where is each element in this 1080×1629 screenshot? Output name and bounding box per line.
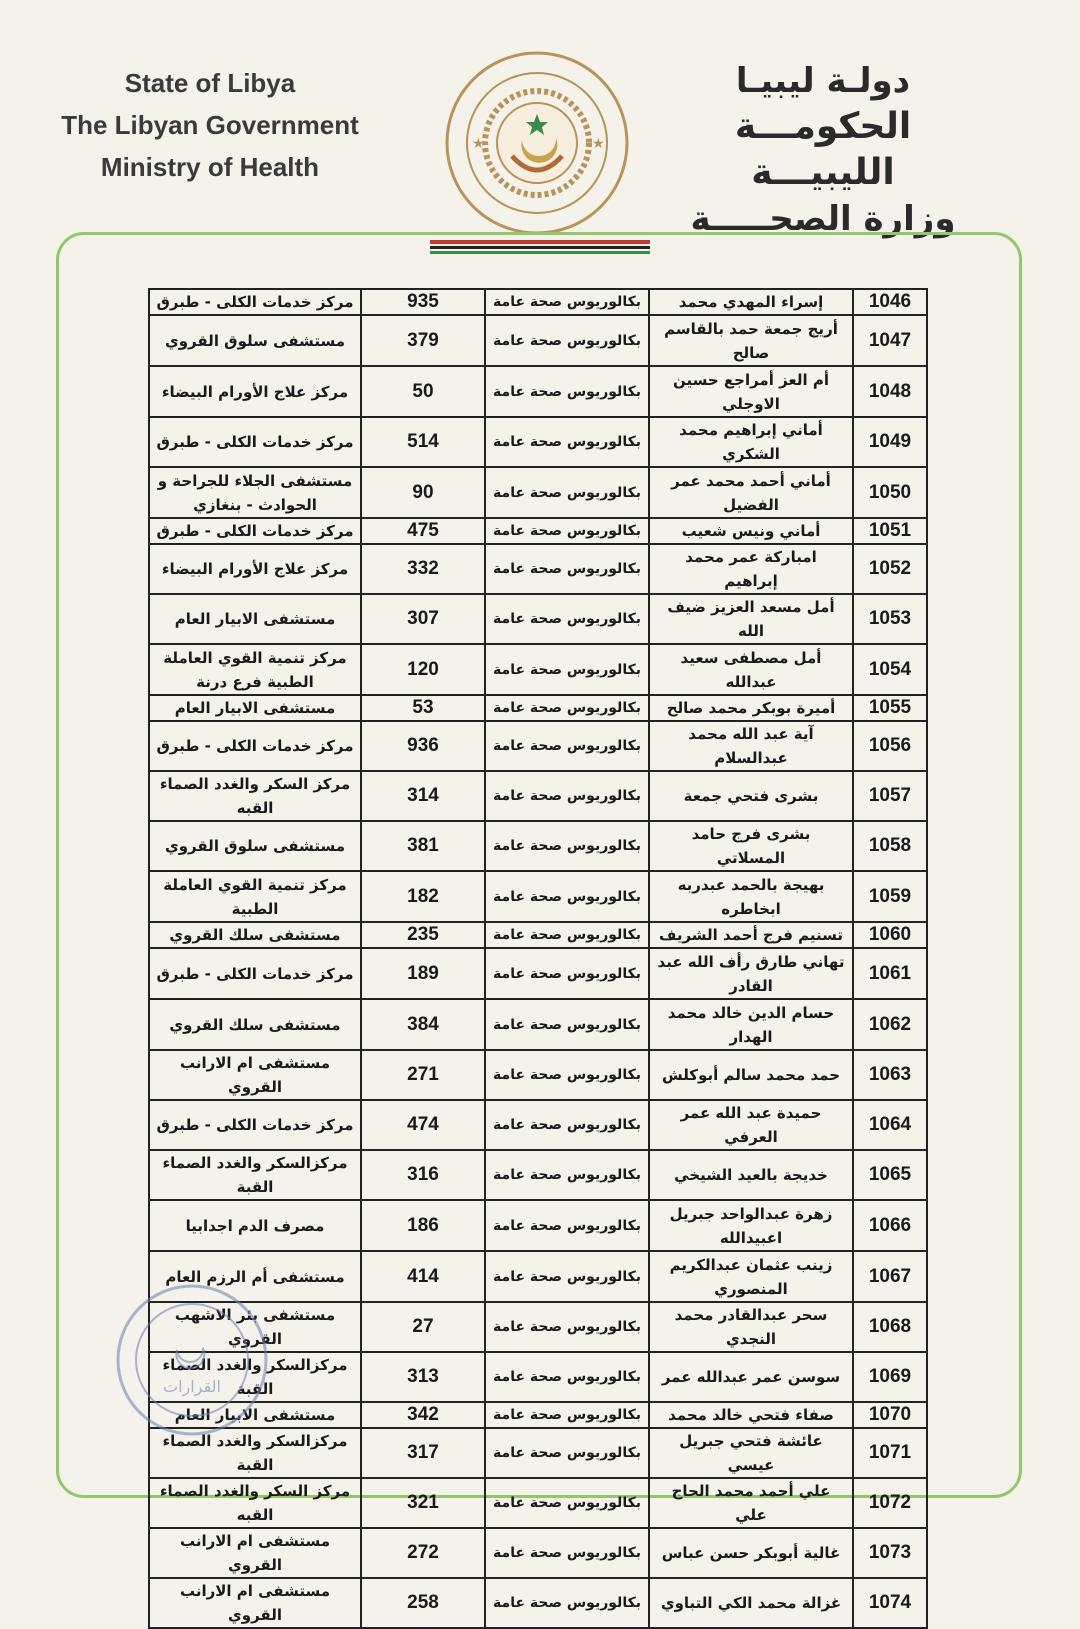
workplace-cell: مركز خدمات الكلى - طبرق [149,721,361,771]
table-row [149,366,927,417]
workplace-cell: مركز خدمات الكلى - طبرق [149,289,361,315]
row-number-cell: 1064 [853,1100,927,1150]
flag-stripes-divider [430,240,650,256]
qualification-cell: بكالوريوس صحة عامة [485,871,649,922]
person-name-cell: بشرى فتحي جمعة [649,771,853,821]
workplace-cell: مستشفى الابيار العام [149,1402,361,1428]
person-name-cell: حسام الدين خالد محمد الهدار [649,999,853,1050]
person-name-cell: عائشة فتحي جبريل عيسي [649,1428,853,1478]
svg-text:★: ★ [592,136,605,152]
row-number-cell: 1051 [853,518,927,544]
center-code-cell: 90 [361,467,485,518]
qualification-cell: بكالوريوس صحة عامة [485,922,649,948]
row-number-cell: 1049 [853,417,927,467]
qualification-cell: بكالوريوس صحة عامة [485,594,649,644]
qualification-cell: بكالوريوس صحة عامة [485,289,649,315]
header-ar-line-2: الحكومـــة الليبيـــة [734,106,912,193]
person-name-cell: زينب عثمان عبدالكريم المنصوري [649,1251,853,1302]
qualification-cell: بكالوريوس صحة عامة [485,1100,649,1150]
header-ar-line-1: دولـة ليبيـا [735,61,911,101]
qualification-cell: بكالوريوس صحة عامة [485,1528,649,1578]
person-name-cell: أمل مسعد العزيز ضيف الله [649,594,853,644]
table-row [149,948,927,999]
row-number-cell: 1071 [853,1428,927,1478]
qualification-cell: بكالوريوس صحة عامة [485,821,649,871]
workplace-cell: مركز خدمات الكلى - طبرق [149,1100,361,1150]
workplace-cell: مستشفى الابيار العام [149,695,361,721]
person-name-cell: سحر عبدالقادر محمد النجدي [649,1302,853,1352]
qualification-cell: بكالوريوس صحة عامة [485,1428,649,1478]
crescent-star-emblem-icon [442,48,632,238]
workplace-cell: مركزالسكر والغدد الصماء القبة [149,1352,361,1402]
center-code-cell: 936 [361,721,485,771]
center-code-cell: 189 [361,948,485,999]
qualification-cell: بكالوريوس صحة عامة [485,1200,649,1251]
qualification-cell: بكالوريوس صحة عامة [485,999,649,1050]
person-name-cell: سوسن عمر عبدالله عمر [649,1352,853,1402]
table-row [149,721,927,771]
row-number-cell: 1047 [853,315,927,366]
center-code-cell: 414 [361,1251,485,1302]
center-code-cell: 316 [361,1150,485,1200]
arabic-header [658,58,988,242]
qualification-cell: بكالوريوس صحة عامة [485,1478,649,1528]
center-code-cell: 307 [361,594,485,644]
row-number-cell: 1046 [853,289,927,315]
row-number-cell: 1070 [853,1402,927,1428]
table-row [149,1050,927,1100]
row-number-cell: 1059 [853,871,927,922]
qualification-cell: بكالوريوس صحة عامة [485,1150,649,1200]
center-code-cell: 313 [361,1352,485,1402]
qualification-cell: بكالوريوس صحة عامة [485,366,649,417]
person-name-cell: أمل مصطفى سعيد عبدالله [649,644,853,695]
row-number-cell: 1052 [853,544,927,594]
person-name-cell: علي أحمد محمد الحاج علي [649,1478,853,1528]
workplace-cell: مركز السكر والغدد الصماء القبه [149,771,361,821]
person-name-cell: غالية أبوبكر حسن عباس [649,1528,853,1578]
workplace-cell: مستشفى الابيار العام [149,594,361,644]
row-number-cell: 1055 [853,695,927,721]
workplace-cell: مركزالسكر والغدد الصماء القبة [149,1428,361,1478]
person-name-cell: حمد محمد سالم أبوكلش [649,1050,853,1100]
person-name-cell: تسنيم فرج أحمد الشريف [649,922,853,948]
workplace-cell: مصرف الدم اجدابيا [149,1200,361,1251]
person-name-cell: أميرة بوبكر محمد صالح [649,695,853,721]
qualification-cell: بكالوريوس صحة عامة [485,1302,649,1352]
center-code-cell: 235 [361,922,485,948]
table-row [149,1200,927,1251]
person-name-cell: زهرة عبدالواحد جبريل اعبيدالله [649,1200,853,1251]
person-name-cell: امباركة عمر محمد إبراهيم [649,544,853,594]
row-number-cell: 1058 [853,821,927,871]
person-name-cell: آية عبد الله محمد عبدالسلام [649,721,853,771]
row-number-cell: 1069 [853,1352,927,1402]
center-code-cell: 317 [361,1428,485,1478]
qualification-cell: بكالوريوس صحة عامة [485,695,649,721]
row-number-cell: 1053 [853,594,927,644]
qualification-cell: بكالوريوس صحة عامة [485,315,649,366]
table-row [149,518,927,544]
row-number-cell: 1074 [853,1578,927,1628]
center-code-cell: 182 [361,871,485,922]
qualification-cell: بكالوريوس صحة عامة [485,1578,649,1628]
workplace-cell: مركز تنمية القوي العاملة الطبية فرع درنة [149,644,361,695]
center-code-cell: 379 [361,315,485,366]
row-number-cell: 1056 [853,721,927,771]
svg-text:★: ★ [472,136,485,152]
table-row [149,871,927,922]
header-en-line-2: The Libyan Government [61,110,359,140]
workplace-cell: مستشفى الجلاء للجراحة و الحوادث - بنغازي [149,467,361,518]
person-name-cell: أريج جمعة حمد بالقاسم صالح [649,315,853,366]
table-row [149,922,927,948]
qualification-cell: بكالوريوس صحة عامة [485,948,649,999]
row-number-cell: 1063 [853,1050,927,1100]
qualification-cell: بكالوريوس صحة عامة [485,544,649,594]
qualification-cell: بكالوريوس صحة عامة [485,1251,649,1302]
person-name-cell: أماني أحمد محمد عمر الفضيل [649,467,853,518]
person-name-cell: إسراء المهدي محمد [649,289,853,315]
person-name-cell: أماني ونيس شعيب [649,518,853,544]
center-code-cell: 475 [361,518,485,544]
row-number-cell: 1048 [853,366,927,417]
qualification-cell: بكالوريوس صحة عامة [485,644,649,695]
row-number-cell: 1065 [853,1150,927,1200]
table-row [149,1578,927,1628]
row-number-cell: 1050 [853,467,927,518]
qualification-cell: بكالوريوس صحة عامة [485,721,649,771]
workplace-cell: مستشفى سلك القروي [149,922,361,948]
table-row [149,544,927,594]
table-row [149,695,927,721]
center-code-cell: 186 [361,1200,485,1251]
center-code-cell: 384 [361,999,485,1050]
workplace-cell: مركزالسكر والغدد الصماء القبة [149,1150,361,1200]
person-name-cell: بهيجة بالحمد عبدربه ابخاطره [649,871,853,922]
table-row [149,771,927,821]
center-code-cell: 321 [361,1478,485,1528]
workplace-cell: مركز علاج الأورام البيضاء [149,544,361,594]
workplace-cell: مركز علاج الأورام البيضاء [149,366,361,417]
row-number-cell: 1062 [853,999,927,1050]
row-number-cell: 1057 [853,771,927,821]
workplace-cell: مركز خدمات الكلى - طبرق [149,518,361,544]
person-name-cell: أم العز أمراجع حسين الاوجلي [649,366,853,417]
table-row [149,315,927,366]
qualification-cell: بكالوريوس صحة عامة [485,1050,649,1100]
table-row [149,417,927,467]
ministry-stamp-icon [92,1280,292,1440]
workplace-cell: مستشفى ام الارانب القروي [149,1578,361,1628]
table-row [149,821,927,871]
qualification-cell: بكالوريوس صحة عامة [485,1402,649,1428]
center-code-cell: 935 [361,289,485,315]
workplace-cell: مستشفى سلوق القروي [149,315,361,366]
workplace-cell: مستشفى سلوق القروي [149,821,361,871]
center-code-cell: 314 [361,771,485,821]
table-row [149,999,927,1050]
center-code-cell: 120 [361,644,485,695]
workplace-cell: مستشفى ام الارانب القروي [149,1050,361,1100]
row-number-cell: 1061 [853,948,927,999]
center-code-cell: 27 [361,1302,485,1352]
person-name-cell: بشرى فرج حامد المسلاتي [649,821,853,871]
workplace-cell: مستشفى ام الارانب القروي [149,1528,361,1578]
workplace-cell: مركز السكر والغدد الصماء القبه [149,1478,361,1528]
row-number-cell: 1066 [853,1200,927,1251]
row-number-cell: 1072 [853,1478,927,1528]
center-code-cell: 258 [361,1578,485,1628]
table-row [149,644,927,695]
workplace-cell: مركز تنمية القوي العاملة الطبية [149,871,361,922]
table-row [149,289,927,315]
center-code-cell: 474 [361,1100,485,1150]
workplace-cell: مستشفى سلك القروي [149,999,361,1050]
header-en-line-1: State of Libya [124,68,296,98]
center-code-cell: 342 [361,1402,485,1428]
row-number-cell: 1060 [853,922,927,948]
workplace-cell: مركز خدمات الكلى - طبرق [149,948,361,999]
qualification-cell: بكالوريوس صحة عامة [485,467,649,518]
person-name-cell: أماني إبراهيم محمد الشكري [649,417,853,467]
table-row [149,1528,927,1578]
person-name-cell: خديجة بالعيد الشيخي [649,1150,853,1200]
row-number-cell: 1073 [853,1528,927,1578]
qualification-cell: بكالوريوس صحة عامة [485,417,649,467]
table-row [149,1478,927,1528]
table-row [149,1100,927,1150]
stamp-text: القرارات [163,1377,221,1396]
person-name-cell: صفاء فتحي خالد محمد [649,1402,853,1428]
center-code-cell: 53 [361,695,485,721]
center-code-cell: 514 [361,417,485,467]
person-name-cell: حميدة عبد الله عمر العرفي [649,1100,853,1150]
center-code-cell: 50 [361,366,485,417]
row-number-cell: 1068 [853,1302,927,1352]
workplace-cell: مستشفى بئر الاشهب القروي [149,1302,361,1352]
row-number-cell: 1067 [853,1251,927,1302]
workplace-cell: مركز خدمات الكلى - طبرق [149,417,361,467]
person-name-cell: تهاني طارق رأف الله عبد القادر [649,948,853,999]
row-number-cell: 1054 [853,644,927,695]
center-code-cell: 381 [361,821,485,871]
table-row [149,594,927,644]
center-code-cell: 332 [361,544,485,594]
center-code-cell: 271 [361,1050,485,1100]
english-header [40,62,380,188]
table-row [149,1150,927,1200]
center-code-cell: 272 [361,1528,485,1578]
qualification-cell: بكالوريوس صحة عامة [485,1352,649,1402]
workplace-cell: مستشفى أم الرزم العام [149,1251,361,1302]
header-en-line-3: Ministry of Health [100,152,320,182]
header-ar-line-3: وزارة الصحـــــة [690,199,956,239]
qualification-cell: بكالوريوس صحة عامة [485,771,649,821]
qualification-cell: بكالوريوس صحة عامة [485,518,649,544]
table-row [149,467,927,518]
person-name-cell: غزالة محمد الكي التباوي [649,1578,853,1628]
